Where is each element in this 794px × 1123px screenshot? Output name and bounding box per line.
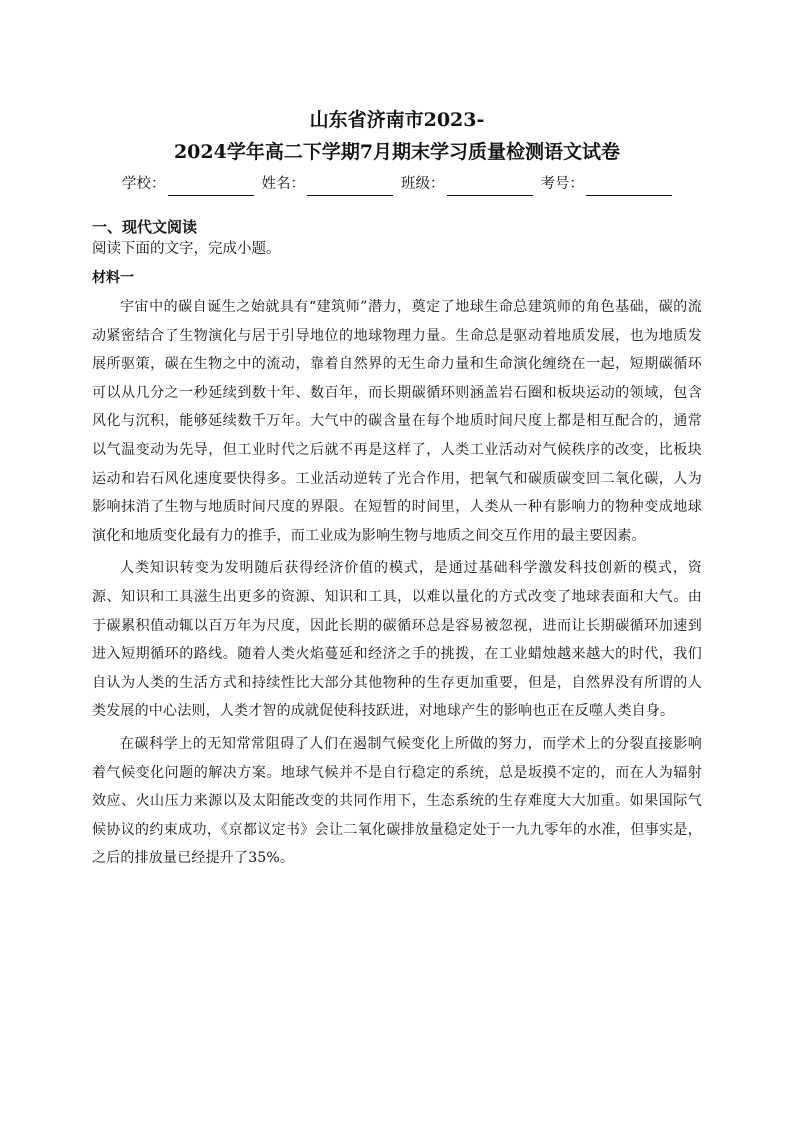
name-blank xyxy=(307,179,393,196)
class-blank xyxy=(447,179,533,196)
exam-title-line-1: 山东省济南市2023- xyxy=(309,109,485,131)
school-field xyxy=(122,172,254,196)
exam-number-blank xyxy=(586,179,672,196)
exam-title-line-2: 2024学年高二下学期7月期末学习质量检测语文试卷 xyxy=(173,141,621,163)
class-label: 班级： xyxy=(401,176,445,192)
name-label: 姓名： xyxy=(261,176,305,192)
passage-paragraph-3: 在碳科学上的无知常常阻碍了人们在遏制气候变化上所做的努力，而学术上的分裂直接影响着气候变化问题的解决方案。地球气候并不是自行稳定的系统，总是坂摸不定的，而在人为辐射效应、火山压力来源以及太阳能改变的共同作用下，生态系统的生存难度大大加重。如果国际气候协议的约束成功，《京都议定书》会让二氧化碳排放量稳定处于一九九零年的水准，但事实是，之后的排放量已经提升了35%。 xyxy=(92,735,702,867)
passage-paragraph-1: 宇宙中的碳自诞生之始就具有“建筑师”潜力，奠定了地球生命总建筑师的角色基础，碳的流动紧密结合了生物演化与居于引导地位的地球物理力量。生命总是驱动着地质发展，也为地质发展所驱策，碳在生物之中的流动，靠着自然界的无生命力量和生命演化缠绕在一起，短期碳循环可以从几分之一秒延续到数十年、数百年，而长期碳循环则涵盖岩石圈和板块运动的领域，包含风化与沉积，能够延续数千万年。大气中的碳含量在每个地质时间尺度上都是相互配合的，通常以气温变动为先导，但工业时代之后就不再是这样了，人类工业活动对气候秩序的改变，比板块运动和岩石风化速度要快得多。工业活动逆转了光合作用，把氧气和碳质碳变回二氧化碳，人为影响抹消了生物与地质时间尺度的界限。在短暂的时间里，人类从一种有影响力的物种变成地球演化和地质变化最有力的推手，而工业成为影响生物与地质之间交互作用的最主要因素。 xyxy=(92,299,702,544)
school-label: 学校： xyxy=(122,176,166,192)
class-field xyxy=(401,172,533,196)
section-heading: 一、现代文阅读 xyxy=(92,218,198,236)
name-field xyxy=(262,172,394,196)
school-blank xyxy=(168,179,254,196)
reading-instruction: 阅读下面的文字，完成小题。 xyxy=(92,241,281,257)
material-label: 材料一 xyxy=(92,270,134,286)
exam-number-field xyxy=(541,172,673,196)
student-info-fields xyxy=(92,172,702,196)
passage-paragraph-2: 人类知识转变为发明随后获得经济价值的模式，是通过基础科学激发科技创新的模式，资源、知识和工具滋生出更多的资源、知识和工具，以难以量化的方式改变了地球表面和大气。由于碳累积值动辄以百万年为尺度，因此长期的碳循环总是容易被忽视，进而让长期碳循环加速到进入短期循环的路线。随着人类火焰蔓延和经济之手的挑拨，在工业蜡烛越来越大的时代，我们自认为人类的生活方式和持续性比大部分其他物种的生存更加重要，但是，自然界没有所谓的人类发展的中心法则，人类才智的成就促使科技跃进，对地球产生的影响也正在反噬人类自身。 xyxy=(92,560,702,720)
exam-number-label: 考号： xyxy=(540,176,584,192)
